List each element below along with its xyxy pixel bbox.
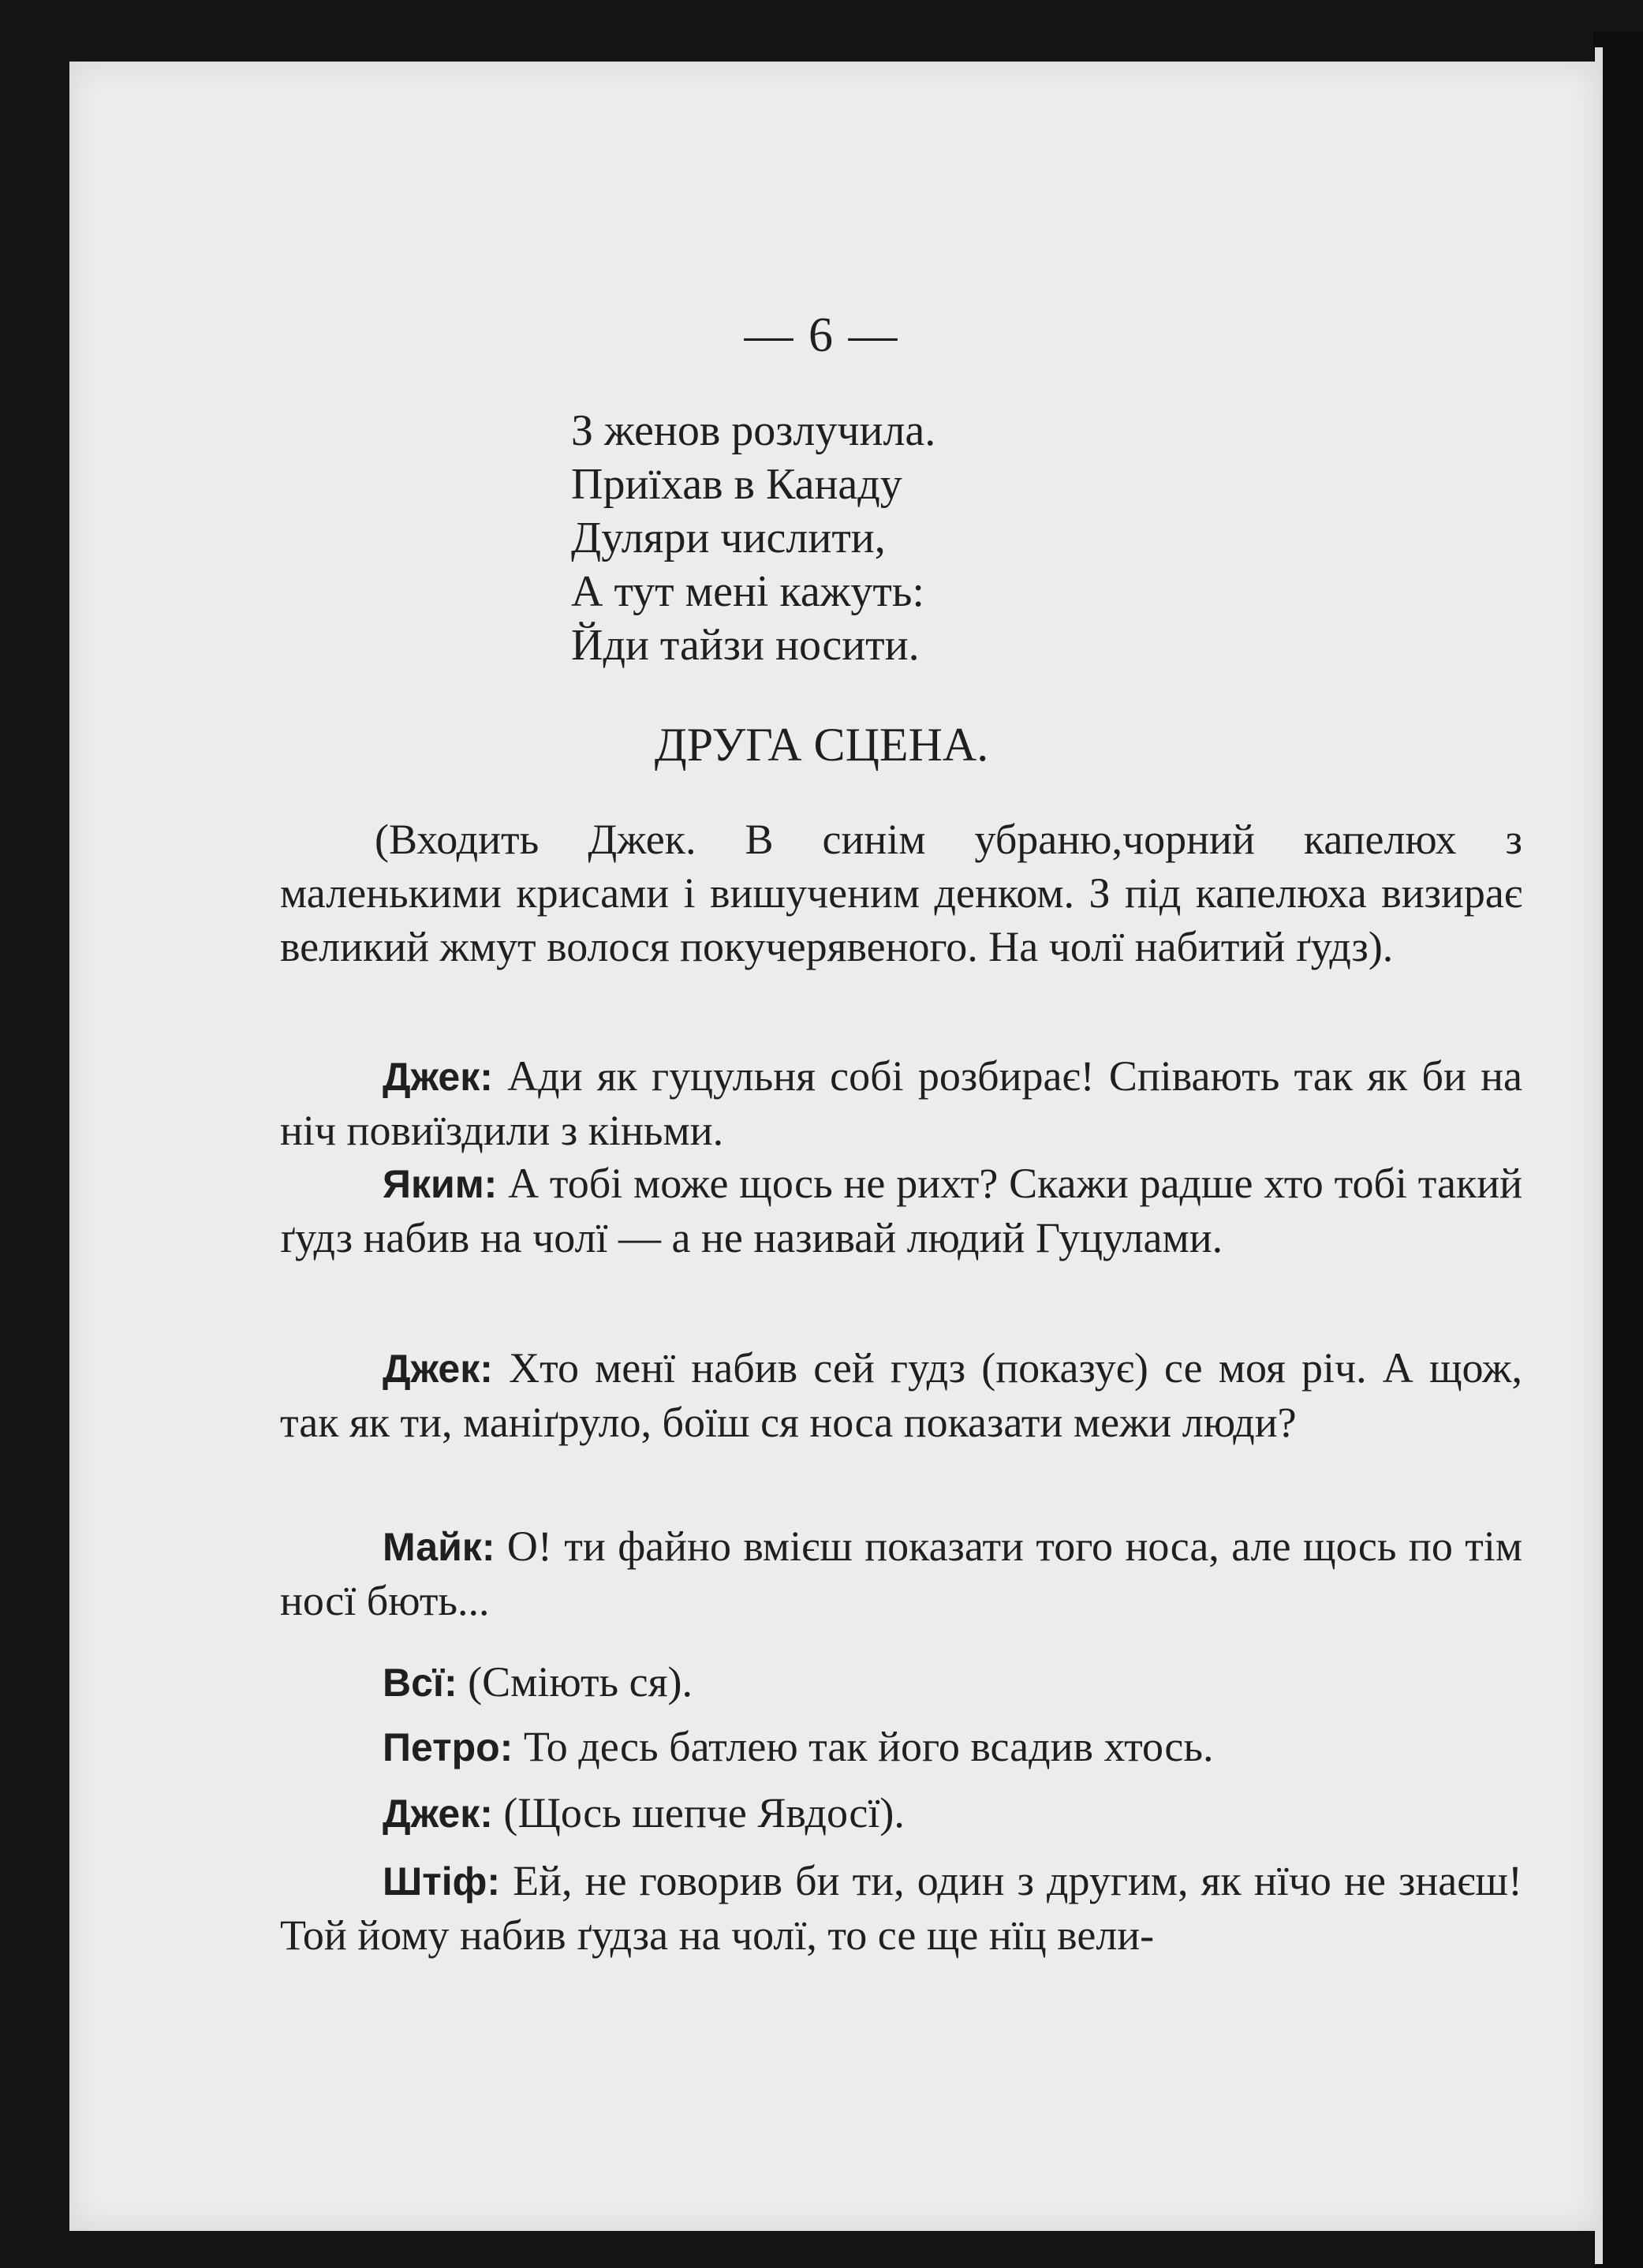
verse-line: Йди тайзи носити. [571,621,920,670]
speech-text: То десь батлею так його всадив хтось. [513,1723,1214,1770]
dialogue-line [280,1720,1522,1774]
speech-text: (Сміють ся). [457,1658,693,1706]
speech-text: Ей, не говорив би ти, один з другим, як нїчо не знаєш! Той йому набив ґудза на чолї, то се ще нїц вели- [280,1857,1522,1959]
dialogue-line [280,1786,1522,1840]
speech-text: (Щось шепче Явдосї). [492,1789,905,1836]
speaker-name: Джек: [383,1347,493,1391]
verse-line: З женов розлучила. [571,406,936,455]
dialogue-line [280,1341,1522,1449]
speaker-name: Штіф: [383,1859,501,1904]
speaker-name: Яким: [383,1162,498,1206]
speaker-name: Джек: [383,1055,493,1099]
dialogue-line [280,1655,1522,1709]
speaker-name: Джек: [383,1792,493,1836]
page-number: — 6 — [744,308,899,362]
verse-line: Дуляри числити, [571,514,886,562]
verse-line: Приїхав в Канаду [571,460,902,509]
speech-text: Ади як гуцульня собі розбирає! Співають так як би на ніч повиїздили з кіньми. [280,1052,1522,1154]
dialogue-line [280,1519,1522,1627]
verse-line: А тут мені кажуть: [571,567,924,616]
speaker-name: Петро: [383,1725,513,1769]
scene-heading: ДРУГА СЦЕНА. [654,719,989,771]
speaker-name: Майк: [383,1525,495,1569]
speech-text: О! ти файно вмієш показати того носа, але щось по тім носї бють... [280,1523,1522,1624]
verse-block [571,404,935,672]
speech-text: Хто менї набив сей гудз (показує) се моя річ. А щож, так як ти, маніґруло, боїш ся носа показати межи люди? [280,1344,1522,1446]
speech-text: А тобі може щось не рихт? Скажи радше хто тобі такий ґудз набив на чолї — а не називай людий Гуцулами. [280,1160,1522,1261]
stage-direction: (Входить Джек. В синім убраню,чорний капелюх з маленькими крисами і вишученим денком. З під капелюха визирає великий жмут волося покучерявеного. На чолї набитий ґудз). [280,816,1522,970]
dialogue-line [280,1156,1522,1265]
speaker-name: Всї: [383,1661,457,1705]
dialogue-line [280,1049,1522,1157]
dialogue-line [280,1854,1522,1962]
